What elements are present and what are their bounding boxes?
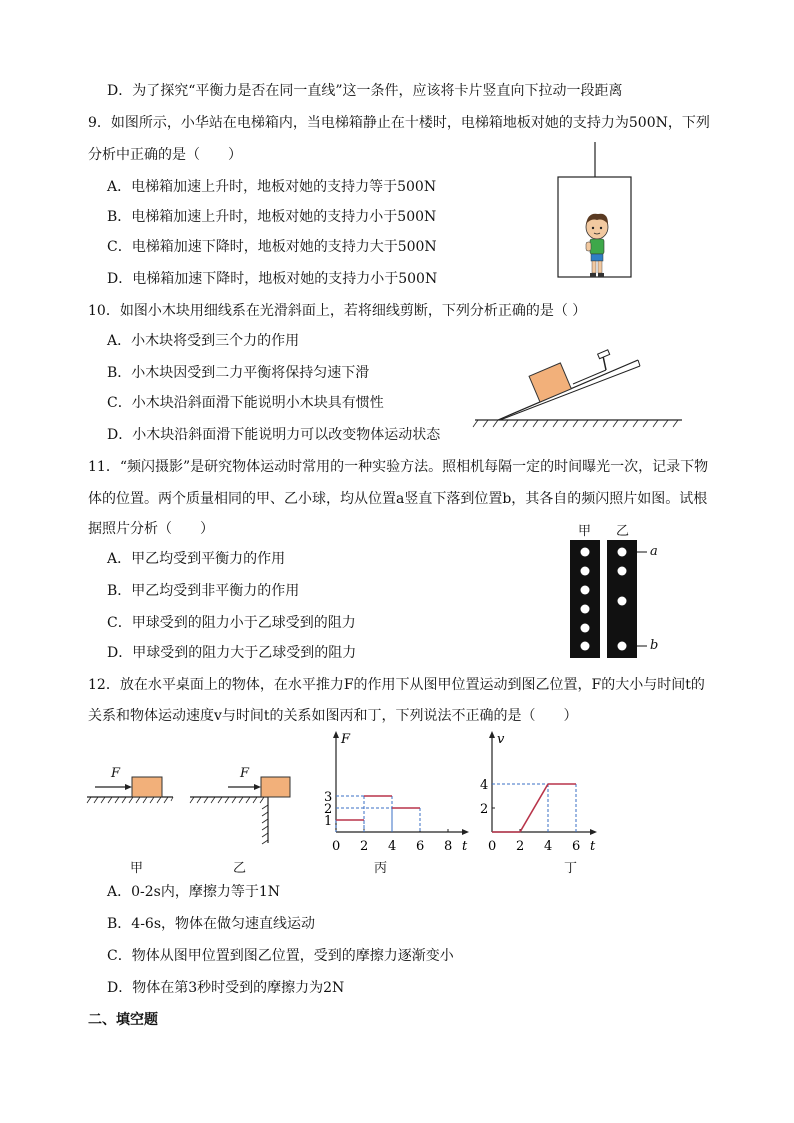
x-axis-label: t — [590, 839, 596, 854]
arrow-icon — [125, 784, 132, 790]
x-tick-label: 2 — [360, 839, 369, 854]
q11-option-a: A．甲乙均受到平衡力的作用 — [107, 551, 286, 567]
q10-option-a: A．小木块将受到三个力的作用 — [107, 333, 300, 349]
x-tick-label: 0 — [332, 839, 341, 854]
y-tick-label: 4 — [480, 778, 489, 793]
x-axis-arrow-icon — [590, 829, 597, 835]
ground-hatch — [473, 420, 678, 427]
y-tick-label: 3 — [324, 790, 333, 805]
strobe-strips — [565, 538, 675, 660]
strobe-label-yi: 乙 — [616, 524, 630, 539]
girl-icon — [586, 214, 608, 277]
strobe-figure — [565, 518, 675, 660]
q9-stem-line1: 9．如图所示，小华站在电梯箱内，当电梯箱静止在十楼时，电梯箱地板对她的支持力为500N，下列 — [88, 115, 710, 131]
q12-option-a: A．0-2s内，摩擦力等于1N — [107, 884, 280, 900]
y-axis-arrow-icon — [489, 731, 495, 738]
q10-option-b: B．小木块因受到二力平衡将保持匀速下滑 — [107, 365, 370, 381]
q9-stem-line2: 分析中正确的是（ ） — [88, 147, 242, 163]
x-tick-label: 8 — [444, 839, 453, 854]
q10-stem: 10．如图小木块用细线系在光滑斜面上，若将细线剪断，下列分析正确的是（ ） — [88, 303, 587, 319]
section-heading: 二、填空题 — [88, 1012, 158, 1028]
x-tick-label: 6 — [416, 839, 425, 854]
q12-option-b: B．4-6s，物体在做匀速直线运动 — [107, 916, 316, 932]
caption-jia: 甲 — [130, 861, 144, 876]
q11-stem-line1: 11．“频闪摄影”是研究物体运动时常用的一种实验方法。照相机每隔一定的时间曝光一次，记录下物 — [88, 459, 709, 475]
string — [573, 370, 606, 384]
q9-option-a: A．电梯箱加速上升时，地板对她的支持力等于500N — [107, 179, 437, 195]
x-axis-arrow-icon — [462, 829, 469, 835]
y-axis-arrow-icon — [333, 731, 339, 738]
q9-option-d: D．电梯箱加速下降时，地板对她的支持力小于500N — [107, 271, 438, 287]
strobe-label-b: b — [650, 638, 659, 653]
q11-option-b: B．甲乙均受到非平衡力的作用 — [107, 583, 300, 599]
figure-jia — [85, 765, 180, 810]
strobe-label-a: a — [650, 544, 658, 559]
caption-bing: 丙 — [374, 861, 388, 876]
chart-v-t — [478, 728, 638, 856]
q8-option-d: D．为了探究“平衡力是否在同一直线”这一条件，应该将卡片竖直向下拉动一段距离 — [107, 83, 623, 99]
q10-option-c: C．小木块沿斜面滑下能说明小木块具有惯性 — [107, 395, 384, 411]
elevator-figure — [555, 142, 635, 280]
y-tick-label: 1 — [324, 814, 333, 829]
q9-option-c: C．电梯箱加速下降时，地板对她的支持力大于500N — [107, 239, 437, 255]
caption-ding: 丁 — [564, 861, 578, 876]
series-segment — [520, 784, 548, 832]
x-tick-label: 0 — [488, 839, 497, 854]
q11-option-c: C．甲球受到的阻力小于乙球受到的阻力 — [107, 615, 356, 631]
wood-block — [529, 363, 571, 402]
x-tick-label: 4 — [544, 839, 553, 854]
q12-option-d: D．物体在第3秒时受到的摩擦力为2N — [107, 980, 345, 996]
y-tick-label: 2 — [480, 802, 489, 817]
q10-option-d: D．小木块沿斜面滑下能说明力可以改变物体运动状态 — [107, 427, 441, 443]
strobe-label-jia: 甲 — [578, 524, 592, 539]
chart-f-t — [322, 728, 482, 856]
peg — [603, 356, 606, 370]
y-axis-label: v — [497, 732, 505, 747]
incline-figure — [470, 348, 690, 430]
x-tick-label: 2 — [516, 839, 525, 854]
x-tick-label: 4 — [388, 839, 397, 854]
q9-option-b: B．电梯箱加速上升时，地板对她的支持力小于500N — [107, 209, 437, 225]
caption-yi: 乙 — [233, 861, 247, 876]
x-tick-label: 6 — [572, 839, 581, 854]
x-axis-label: t — [462, 839, 468, 854]
q11-option-d: D．甲球受到的阻力大于乙球受到的阻力 — [107, 645, 357, 661]
force-label-yi: F — [240, 766, 250, 781]
y-tick-label: 2 — [324, 802, 333, 817]
q11-stem-line3: 据照片分析（ ） — [88, 521, 214, 537]
q12-stem-line2: 关系和物体运动速度v与时间t的关系如图丙和丁，下列说法不正确的是（ ） — [88, 708, 578, 724]
q11-stem-line2: 体的位置。两个质量相同的甲、乙小球，均从位置a竖直下落到位置b，其各自的频闪照片如图。试根 — [88, 491, 708, 507]
q12-stem-line1: 12．放在水平桌面上的物体，在水平推力F的作用下从图甲位置运动到图乙位置，F的大小与时间t的 — [88, 677, 705, 693]
q12-option-c: C．物体从图甲位置到图乙位置，受到的摩擦力逐渐变小 — [107, 948, 454, 964]
force-label-jia: F — [111, 766, 121, 781]
arrow-icon — [254, 784, 261, 790]
y-axis-label: F — [341, 732, 351, 747]
